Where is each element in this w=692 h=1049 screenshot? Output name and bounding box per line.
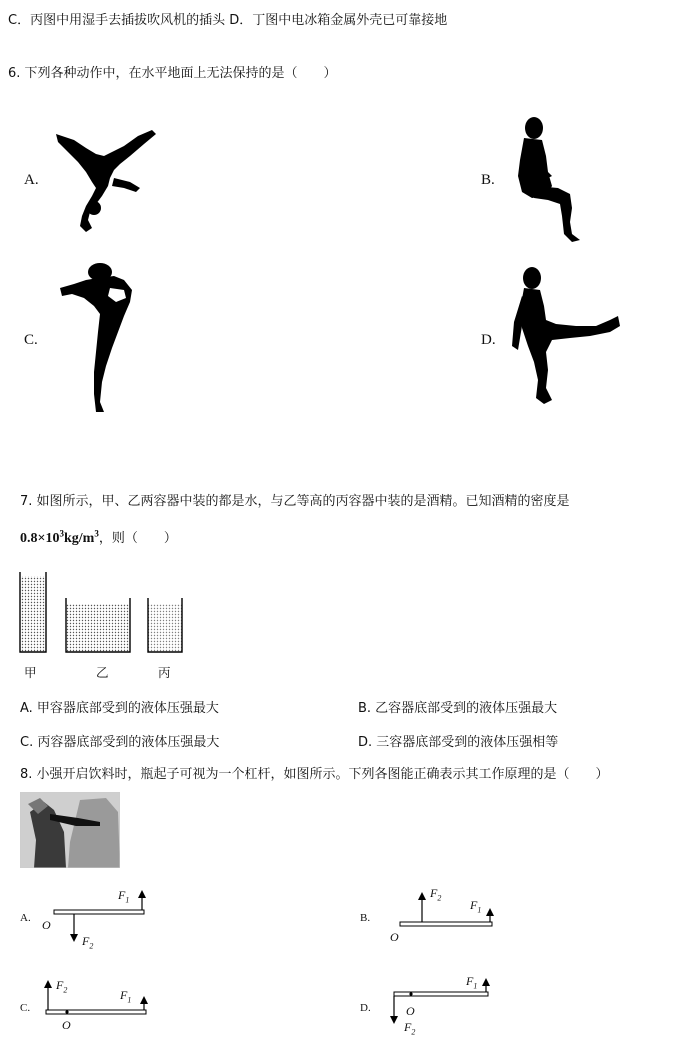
- q5-option-line: C．丙图中用湿手去插拔吹风机的插头 D．丁图中电冰箱金属外壳已可靠接地: [8, 13, 448, 28]
- containers-figure: [18, 568, 186, 656]
- sitting-silhouette-icon: [512, 116, 584, 244]
- q8-b-f1-sub: 1: [477, 905, 482, 915]
- q8-a-f1: [118, 888, 129, 904]
- q8-d-f2: [404, 1020, 415, 1036]
- q7-stem: 7. 如图所示，甲、乙两容器中装的都是水，与乙等高的丙容器中装的是酒精。已知酒精的密度是: [20, 494, 570, 509]
- q8-c-f1-letter: F: [120, 988, 128, 1002]
- q8-c-f1-sub: 1: [127, 995, 132, 1005]
- q7-density-value: 0.8×10: [20, 531, 60, 546]
- q7-option-c[interactable]: C. 丙容器底部受到的液体压强最大: [20, 735, 220, 750]
- q8-b-f2-letter: F: [430, 886, 438, 900]
- q8-c-f1: [120, 988, 131, 1004]
- q8-c-o: O: [62, 1018, 71, 1032]
- q8-a-f2-sub: 2: [89, 941, 94, 951]
- q8-b-f1: [470, 898, 481, 914]
- container-jia: [20, 572, 46, 652]
- q8-d-o: O: [406, 1004, 415, 1018]
- q8-d-f2-letter: F: [404, 1020, 412, 1034]
- q8-b-o: O: [390, 930, 399, 944]
- container-label-yi: 乙: [96, 665, 109, 680]
- q7-option-a[interactable]: A. 甲容器底部受到的液体压强最大: [20, 701, 219, 716]
- q8-a-f2: [82, 934, 93, 950]
- q8-option-b-label[interactable]: B.: [360, 912, 371, 924]
- lever-diagram-d: [384, 972, 494, 1036]
- q8-d-f1-sub: 1: [473, 981, 478, 991]
- q8-b-f1-letter: F: [470, 898, 478, 912]
- q6-option-c-label[interactable]: C.: [24, 332, 38, 348]
- container-yi: [66, 598, 130, 652]
- q6-option-b-label[interactable]: B.: [481, 172, 495, 188]
- q8-c-f2: [56, 978, 67, 994]
- q8-b-f2: [430, 886, 441, 902]
- q8-option-c-label[interactable]: C.: [20, 1002, 31, 1014]
- q8-a-f1-letter: F: [118, 888, 126, 902]
- q8-a-o: O: [42, 918, 51, 932]
- q8-stem: 8. 小强开启饮料时，瓶起子可视为一个杠杆，如图所示。下列各图能正确表示其工作原理的是（ ）: [20, 767, 609, 782]
- lever-diagram-a: [40, 884, 150, 950]
- container-bing: [148, 598, 182, 652]
- bottle-opener-photo-icon: [20, 792, 120, 868]
- q6-option-a-label[interactable]: A.: [24, 172, 39, 188]
- q8-option-a-label[interactable]: A.: [20, 912, 31, 924]
- container-label-jia: 甲: [24, 665, 37, 680]
- q7-option-b[interactable]: B. 乙容器底部受到的液体压强最大: [358, 701, 558, 716]
- q7-density: [20, 527, 177, 547]
- q8-c-f2-sub: 2: [63, 985, 68, 995]
- q6-option-d-label[interactable]: D.: [481, 332, 496, 348]
- q8-b-f2-sub: 2: [437, 893, 442, 903]
- q8-option-d-label[interactable]: D.: [360, 1002, 371, 1014]
- lever-diagram-b: [392, 882, 502, 948]
- leg-hold-silhouette-icon: [58, 262, 138, 414]
- q8-d-f1-letter: F: [466, 974, 474, 988]
- q7-density-unit: kg/m: [63, 531, 95, 546]
- q8-d-f2-sub: 2: [411, 1027, 416, 1037]
- kick-silhouette-icon: [510, 266, 622, 406]
- cartwheel-silhouette-icon: [52, 126, 162, 234]
- q7-density-unit-exp: 3: [94, 528, 99, 539]
- q6-stem: 6. 下列各种动作中，在水平地面上无法保持的是（ ）: [8, 66, 337, 81]
- q7-density-tail: ，则（ ）: [98, 531, 177, 546]
- q8-a-f2-letter: F: [82, 934, 90, 948]
- q7-density-exp: 3: [59, 528, 64, 539]
- q7-option-d[interactable]: D. 三容器底部受到的液体压强相等: [358, 735, 559, 750]
- q8-d-f1: [466, 974, 477, 990]
- container-label-bing: 丙: [158, 665, 171, 680]
- q8-c-f2-letter: F: [56, 978, 64, 992]
- q8-a-f1-sub: 1: [125, 895, 130, 905]
